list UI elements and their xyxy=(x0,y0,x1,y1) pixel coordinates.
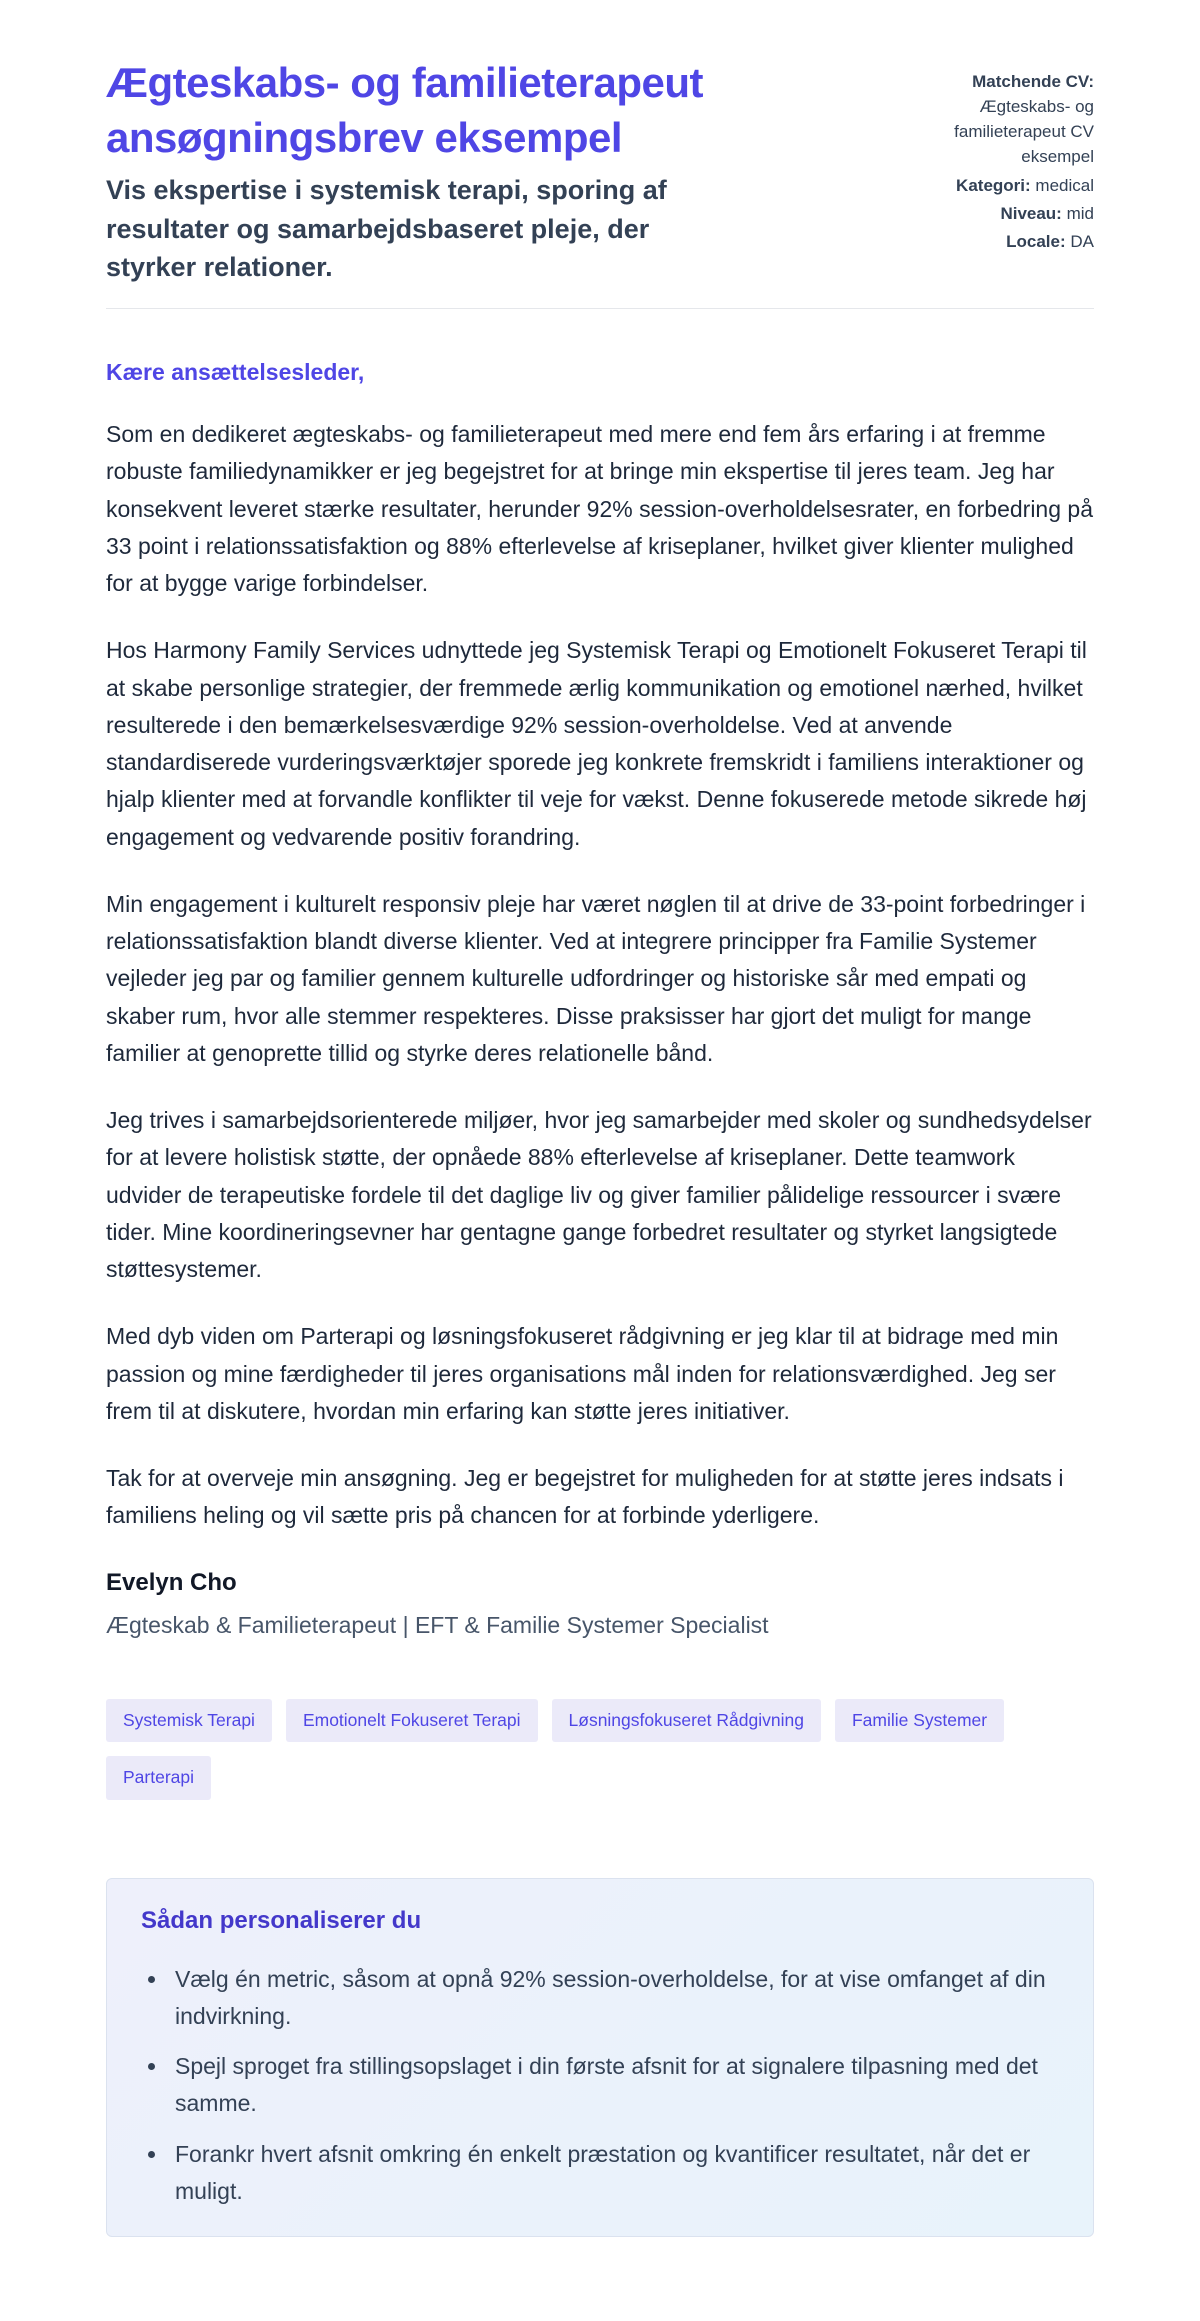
page-container xyxy=(106,0,1094,2237)
meta-category xyxy=(889,173,1094,198)
meta-category-label: Kategori: xyxy=(956,175,1031,195)
tips-list xyxy=(141,1961,1059,2211)
meta-locale xyxy=(889,229,1094,254)
skill-tag: Løsningsfokuseret Rådgivning xyxy=(552,1699,821,1743)
page-subtitle: Vis ekspertise i systemisk terapi, sporing af resultater og samarbejdsbaseret pleje, der styrker relationer. xyxy=(106,175,667,282)
signature-block xyxy=(106,1569,1094,1639)
letter-paragraph: Jeg trives i samarbejdsorienterede miljøer, hvor jeg samarbejder med skoler og sundhedsydelser for at levere holistisk støtte, der opnåede 88% efterlevelse af kriseplaner. Dette teamwork udvider de terapeutiske fordele til det daglige liv og giver familier pålidelige ressourcer i svære tider. Mine koordineringsevner har gentagne gange forbedret resultater og styrket langsigtede støttesystemer. xyxy=(106,1107,1092,1283)
skill-tags xyxy=(106,1699,1094,1800)
meta-level xyxy=(889,201,1094,226)
meta-block xyxy=(889,56,1094,254)
meta-locale-value: DA xyxy=(1070,231,1094,251)
meta-category-value: medical xyxy=(1035,175,1094,195)
letter-paragraph: Med dyb viden om Parterapi og løsningsfokuseret rådgivning er jeg klar til at bidrage med min passion og mine færdigheder til jeres organisations mål inden for relationsværdighed. Jeg ser frem til at diskutere, hvordan min erfaring kan støtte jeres initiativer. xyxy=(106,1323,1059,1424)
meta-matching-cv-value: Ægteskabs- og familieterapeut CV eksempel xyxy=(954,97,1094,167)
page-header xyxy=(106,56,1094,286)
meta-matching-cv xyxy=(889,69,1094,170)
meta-level-label: Niveau: xyxy=(1000,203,1062,223)
letter-paragraph: Min engagement i kulturelt responsiv pleje har været nøglen til at drive de 33-point forbedringer i relationssatisfaktion blandt diverse klienter. Ved at integrere principper fra Familie Systemer vejleder jeg par og familier gennem kulturelle udfordringer og historiske sår med empati og skaber rum, hvor alle stemmer respekteres. Disse praksisser har gjort det muligt for mange familier at genoprette tillid og styrke deres relationelle bånd. xyxy=(106,890,1086,1066)
tips-title: Sådan personaliserer du xyxy=(141,1906,422,1934)
header-title-block xyxy=(106,56,786,286)
tip-item: • Spejl sproget fra stillingsopslaget i din første afsnit for at signalere tilpasning med det samme. xyxy=(169,2048,1059,2123)
tip-item: • Vælg én metric, såsom at opnå 92% session-overholdelse, for at vise omfanget af din indvirkning. xyxy=(169,1961,1059,2036)
tip-item: • Forankr hvert afsnit omkring én enkelt præstation og kvantificer resultatet, når det er muligt. xyxy=(169,2136,1059,2211)
skill-tag: Familie Systemer xyxy=(835,1699,1004,1743)
page-title: Ægteskabs- og familieterapeut ansøgningsbrev eksempel xyxy=(106,59,703,161)
personalization-tips-box xyxy=(106,1878,1094,2238)
skill-tag: Systemisk Terapi xyxy=(106,1699,272,1743)
meta-matching-cv-label: Matchende CV: xyxy=(972,72,1094,91)
letter-greeting: Kære ansættelsesleder, xyxy=(106,359,365,386)
letter-paragraph: Tak for at overveje min ansøgning. Jeg er begejstret for muligheden for at støtte jeres indsats i familiens heling og vil sætte pris på chancen for at forbinde yderligere. xyxy=(106,1465,1064,1529)
meta-level-value: mid xyxy=(1066,203,1094,223)
header-divider xyxy=(106,308,1094,309)
meta-locale-label: Locale: xyxy=(1006,231,1066,251)
signature-name: Evelyn Cho xyxy=(106,1568,237,1596)
cover-letter-body xyxy=(106,359,1094,1639)
skill-tag: Emotionelt Fokuseret Terapi xyxy=(286,1699,538,1743)
letter-paragraph: Som en dedikeret ægteskabs- og familieterapeut med mere end fem års erfaring i at fremme robuste familiedynamikker er jeg begejstret for at bringe min ekspertise til jeres team. Jeg har konsekvent leveret stærke resultater, herunder 92% session-overholdelsesrater, en forbedring på 33 point i relationssatisfaktion og 88% efterlevelse af kriseplaner, hvilket giver klienter mulighed for at bygge varige forbindelser. xyxy=(106,421,1093,597)
letter-paragraph: Hos Harmony Family Services udnyttede jeg Systemisk Terapi og Emotionelt Fokuseret Terapi til at skabe personlige strategier, der fremmede ærlig kommunikation og emotionel nærhed, hvilket resulterede i den bemærkelsesværdige 92% session-overholdelse. Ved at anvende standardiserede vurderingsværktøjer sporede jeg konkrete fremskridt i familiens interaktioner og hjalp klienter med at forvandle konflikter til veje for vækst. Denne fokuserede metode sikrede høj engagement og vedvarende positiv forandring. xyxy=(106,637,1087,850)
skill-tag: Parterapi xyxy=(106,1756,211,1800)
signature-role: Ægteskab & Familieterapeut | EFT & Familie Systemer Specialist xyxy=(106,1611,769,1638)
